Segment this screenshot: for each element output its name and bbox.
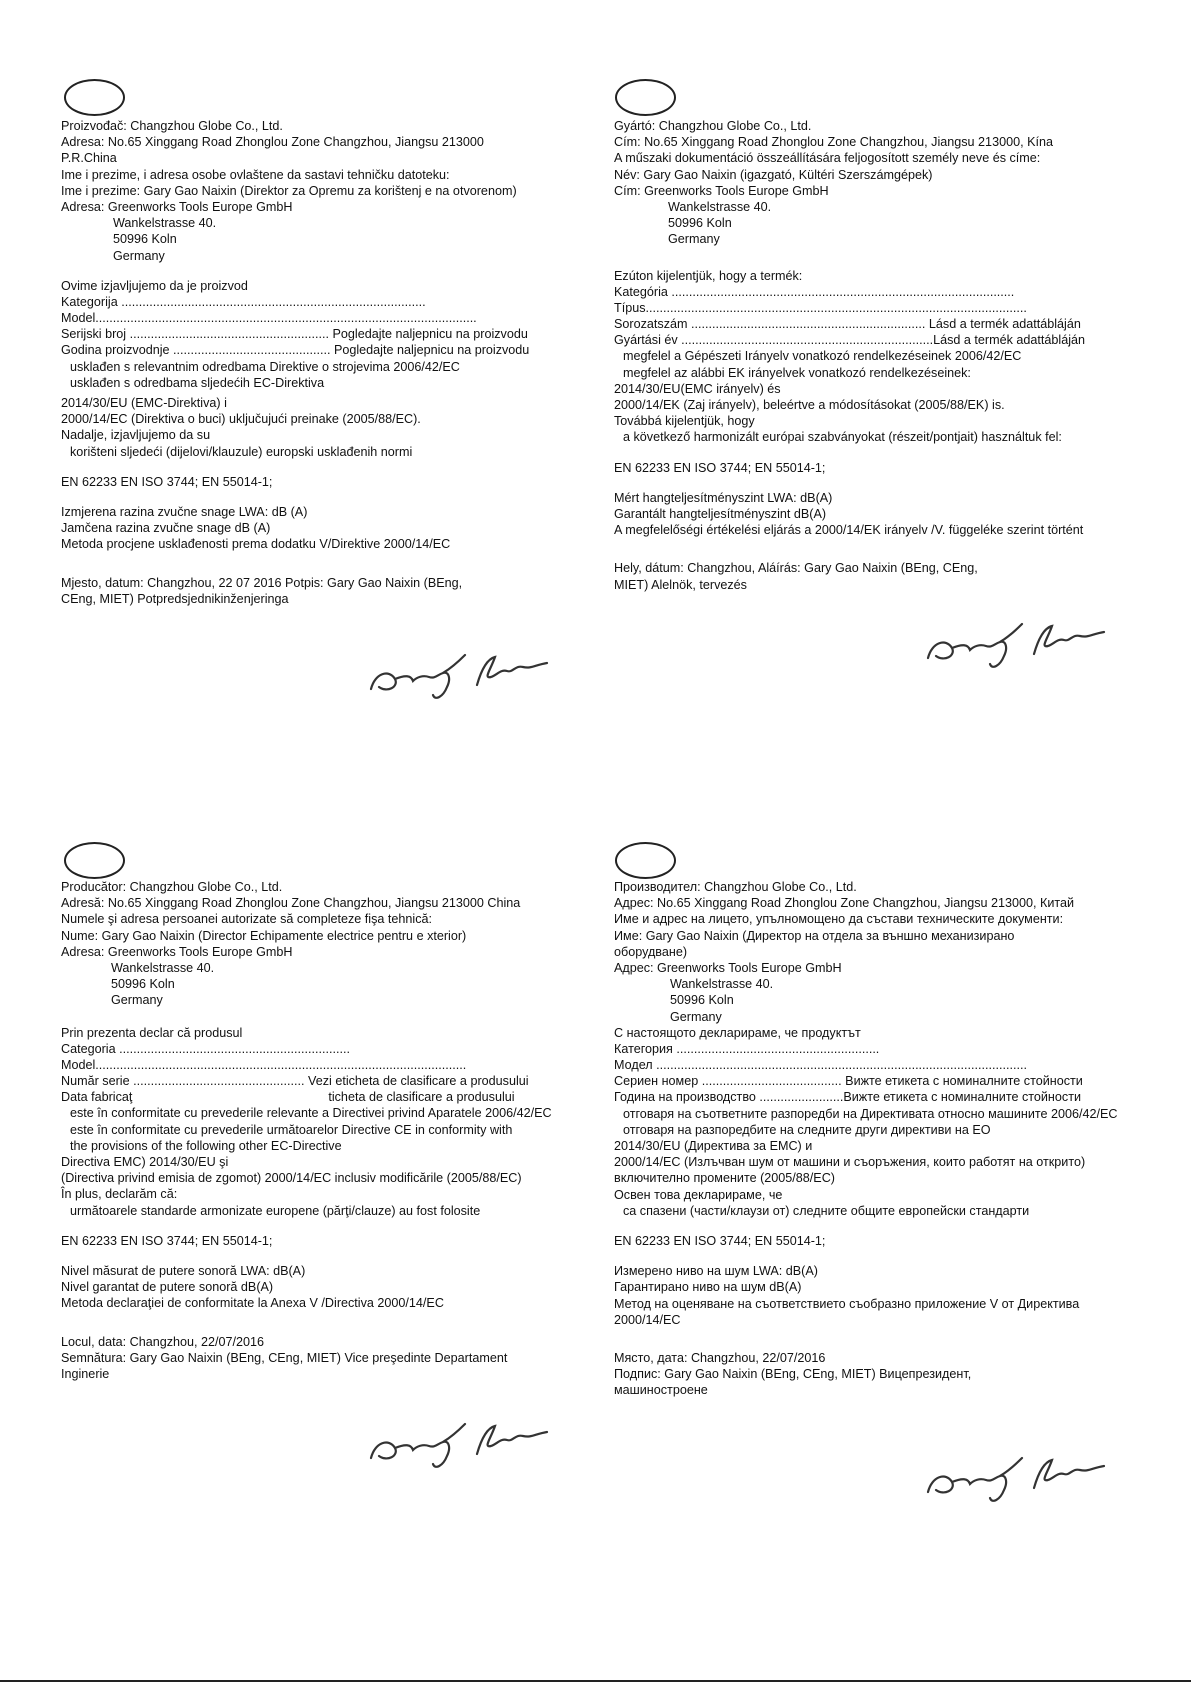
- authorized-person-heading: A műszaki dokumentáció összeállítására feljogosított személy neve és címe:: [614, 151, 1041, 166]
- signatory-title-line: MIET) Alelnök, tervezés: [614, 577, 747, 592]
- conformity-method-line-2: 2000/14/EC: [614, 1312, 681, 1327]
- eu-address-street: Wankelstrasse 40.: [111, 960, 215, 975]
- emc-directive-line: Directiva EMC) 2014/30/EU şi: [61, 1155, 229, 1169]
- signatory-title-line: Inginerie: [61, 1366, 110, 1381]
- noise-directive-line: (Directiva privind emisia de zgomot) 2000/14/EC inclusiv modificările (2005/88/EC): [61, 1171, 522, 1186]
- declaration-intro: Ezúton kijelentjük, hogy a termék:: [614, 268, 803, 283]
- guaranteed-sound-line: Jamčena razina zvučne snage dB (A): [61, 521, 271, 536]
- standards-line: EN 62233 EN ISO 3744; EN 55014-1;: [61, 474, 273, 489]
- emc-directive-line: 2014/30/EU (EMC-Direktiva) i: [61, 396, 227, 410]
- authorized-person-heading: Име и адрес на лицето, упълномощено да състави техническите документи:: [614, 912, 1064, 927]
- model-line: Модел ..........................................................................................................: [614, 1058, 1028, 1073]
- authorized-person-heading: Ime i prezime, i adresa osobe ovlaštene da sastavi tehničku datoteku:: [61, 167, 450, 182]
- measured-sound-line: Измерено ниво на шум LWA: dB(A): [614, 1264, 818, 1279]
- category-line: Категория ..........................................................: [614, 1041, 880, 1056]
- machinery-directive-line: usklađen s relevantnim odredbama Direktive o strojevima 2006/42/EC: [70, 359, 460, 374]
- noise-directive-line: 2000/14/EC (Излъчван шум от машини и съоръжения, които работят на открито): [614, 1155, 1086, 1170]
- amendments-line: включително промените (2005/88/EC): [614, 1171, 835, 1186]
- eu-address-country: Germany: [668, 232, 720, 247]
- handwritten-signature-hr: [365, 645, 555, 705]
- eu-address-country: Germany: [670, 1009, 722, 1024]
- furthermore-line: Освен това декларираме, че: [614, 1187, 783, 1202]
- ec-directives-line: este în conformitate cu prevederile următoarelor Directive CE in conformity with: [70, 1122, 513, 1137]
- address-line: Cím: No.65 Xinggang Road Zhonglou Zone Changzhou, Jiangsu 213000, Kína: [614, 135, 1053, 150]
- model-line: Model..........................................................................................................: [61, 1057, 467, 1072]
- measured-sound-line: Izmjerena razina zvučne snage LWA: dB (A): [61, 504, 308, 519]
- standards-intro-line: са спазени (части/клаузи от) следните общите европейски стандарти: [623, 1203, 1030, 1218]
- manufacturer-line: Gyártó: Changzhou Globe Co., Ltd.: [614, 119, 812, 133]
- language-code-circle-ro: [64, 842, 125, 879]
- declaration-intro: Ovime izjavljujemo da je proizvod: [61, 278, 248, 293]
- eu-address-country: Germany: [111, 993, 163, 1008]
- place-date-line: Място, дата: Changzhou, 22/07/2016: [614, 1350, 826, 1365]
- serial-line: Serijski broj ......................................................... Pogledajte naljepnicu na proizvodu: [61, 327, 528, 342]
- emc-directive-line: 2014/30/EU (Директива за EMC) и: [614, 1139, 813, 1153]
- type-line: Típus.............................................................................................................: [614, 300, 1027, 315]
- machinery-directive-line: megfelel a Gépészeti Irányelv vonatkozó rendelkezéseinek 2006/42/EC: [623, 349, 1022, 364]
- conformity-method-line: A megfelelőségi értékelési eljárás a 2000/14/EK irányelv /V. függeléke szerint történt: [614, 523, 1084, 538]
- language-code-circle-hr: [64, 79, 125, 116]
- manufacturer-line: Producător: Changzhou Globe Co., Ltd.: [61, 880, 283, 894]
- eu-address-company: Adresa: Greenworks Tools Europe GmbH: [61, 199, 293, 214]
- category-line: Kategorija .......................................................................................: [61, 294, 426, 309]
- declaration-ro: [61, 879, 621, 1609]
- model-line: Model.............................................................................................................: [61, 311, 477, 326]
- ec-directives-line: отговаря на разпоредбите на следните други директиви на ЕО: [623, 1122, 991, 1137]
- ec-directives-line-2: the provisions of the following other EC-Directive: [70, 1138, 342, 1153]
- ec-directives-line: usklađen s odredbama sljedećih EC-Direktiva: [70, 375, 325, 390]
- eu-address-company: Adresa: Greenworks Tools Europe GmbH: [61, 944, 293, 959]
- language-code-circle-hu: [615, 79, 676, 116]
- manufacturer-line: Proizvođač: Changzhou Globe Co., Ltd.: [61, 119, 283, 133]
- measured-sound-line: Nivel măsurat de putere sonoră LWA: dB(A): [61, 1263, 306, 1278]
- eu-address-company: Cím: Greenworks Tools Europe GmbH: [614, 183, 829, 198]
- guaranteed-sound-line: Гарантирано ниво на шум dB(A): [614, 1280, 802, 1295]
- standards-intro-line: a következő harmonizált európai szabványokat (részeit/pontjait) használtuk fel:: [623, 430, 1062, 445]
- measured-sound-line: Mért hangteljesítményszint LWA: dB(A): [614, 490, 833, 505]
- declaration-hu: [614, 118, 1174, 848]
- machinery-directive-line: este în conformitate cu prevederile relevante a Directivei privind Aparatele 2006/42/EC: [70, 1106, 552, 1121]
- standards-line: EN 62233 EN ISO 3744; EN 55014-1;: [614, 460, 826, 475]
- place-date-line: Locul, data: Changzhou, 22/07/2016: [61, 1334, 265, 1349]
- year-line: Godina proizvodnje ............................................. Pogledajte naljepnicu na proizvodu: [61, 343, 530, 358]
- guaranteed-sound-line: Garantált hangteljesítményszint dB(A): [614, 506, 827, 521]
- serial-line: Сериен номер ........................................ Вижте етикета с номиналните стойности: [614, 1074, 1083, 1089]
- machinery-directive-line: отговаря на съответните разпоредби на Директивата относно машините 2006/42/EC: [623, 1106, 1118, 1121]
- conformity-method-line: Метод на оценяване на съответствието съобразно приложение V от Директива: [614, 1296, 1080, 1311]
- handwritten-signature-bg: [922, 1448, 1112, 1508]
- eu-address-city: 50996 Koln: [670, 993, 734, 1008]
- eu-address-street: Wankelstrasse 40.: [668, 199, 772, 214]
- manufacturer-line: Производител: Changzhou Globe Co., Ltd.: [614, 880, 857, 894]
- address-line: Adresă: No.65 Xinggang Road Zhonglou Zone Changzhou, Jiangsu 213000 China: [61, 896, 521, 911]
- year-line: Gyártási év ........................................................................Lásd a termék adattábláján: [614, 333, 1086, 348]
- noise-directive-line: 2000/14/EK (Zaj irányelv), beleértve a módosításokat (2005/88/EK) is.: [614, 398, 1005, 412]
- eu-address-street: Wankelstrasse 40.: [113, 216, 217, 231]
- noise-directive-line: 2000/14/EC (Direktiva o buci) uključujući preinake (2005/88/EC).: [61, 412, 421, 427]
- authorized-person-name: Име: Gary Gao Naixin (Директор на отдела за външно механизирано: [614, 928, 1015, 943]
- eu-address-country: Germany: [113, 248, 165, 263]
- furthermore-line: În plus, declarăm că:: [61, 1187, 178, 1202]
- standards-intro-line: korišteni sljedeći (dijelovi/klauzule) europski usklađenih normi: [70, 444, 413, 459]
- serial-line: Sorozatszám ................................................................... Lásd a termék adattábláján: [614, 317, 1081, 332]
- authorized-person-title-cont: оборудване): [614, 944, 688, 959]
- address-line: Adresa: No.65 Xinggang Road Zhonglou Zone Changzhou, Jiangsu 213000: [61, 135, 484, 150]
- authorized-person-heading: Numele şi adresa persoanei autorizate să completeze fişa tehnică:: [61, 912, 433, 927]
- eu-address-company: Адрес: Greenworks Tools Europe GmbH: [614, 960, 842, 975]
- category-line: Kategória ..................................................................................................: [614, 284, 1015, 299]
- year-line: Data fabricaţ ticheta de clasificare a produsului: [61, 1090, 515, 1105]
- standards-intro-line: următoarele standarde armonizate europene (părţi/clauze) au fost folosite: [70, 1203, 481, 1218]
- place-date-line: Hely, dátum: Changzhou, Aláírás: Gary Gao Naixin (BEng, CEng,: [614, 561, 978, 576]
- authorized-person-name: Ime i prezime: Gary Gao Naixin (Direktor za Opremu za korištenj e na otvorenom): [61, 183, 517, 198]
- signatory-title-line: CEng, MIET) Potpredsjednikinženjeringa: [61, 591, 289, 606]
- authorized-person-name: Név: Gary Gao Naixin (igazgató, Kültéri Szerszámgépek): [614, 167, 933, 182]
- declaration-intro: С настоящото декларираме, че продуктът: [614, 1025, 861, 1040]
- year-line: Година на производство ........................Вижте етикета с номиналните стойности: [614, 1090, 1081, 1105]
- category-line: Categoria ..................................................................: [61, 1041, 351, 1056]
- signatory-line: Semnătura: Gary Gao Naixin (BEng, CEng, MIET) Vice preşedinte Departament: [61, 1350, 508, 1365]
- conformity-method-line: Metoda procjene usklađenosti prema dodatku V/Direktive 2000/14/EC: [61, 537, 451, 552]
- handwritten-signature-ro: [365, 1414, 555, 1474]
- eu-address-city: 50996 Koln: [111, 977, 175, 992]
- eu-address-city: 50996 Koln: [113, 232, 177, 247]
- serial-line: Număr serie ................................................. Vezi eticheta de clasificare a produsului: [61, 1074, 529, 1089]
- address-country: P.R.China: [61, 151, 117, 166]
- eu-address-street: Wankelstrasse 40.: [670, 977, 774, 992]
- declaration-hr: [61, 118, 621, 848]
- standards-line: EN 62233 EN ISO 3744; EN 55014-1;: [61, 1233, 273, 1248]
- standards-line: EN 62233 EN ISO 3744; EN 55014-1;: [614, 1233, 826, 1248]
- furthermore-line: Nadalje, izjavljujemo da su: [61, 428, 211, 443]
- page-bottom-rule: [0, 1680, 1191, 1682]
- eu-address-city: 50996 Koln: [668, 216, 732, 231]
- conformity-method-line: Metoda declaraţiei de conformitate la Anexa V /Directiva 2000/14/EC: [61, 1296, 444, 1311]
- furthermore-line: Továbbá kijelentjük, hogy: [614, 414, 755, 429]
- handwritten-signature-hu: [922, 614, 1112, 674]
- emc-directive-line: 2014/30/EU(EMC irányelv) és: [614, 381, 781, 396]
- guaranteed-sound-line: Nivel garantat de putere sonoră dB(A): [61, 1280, 274, 1295]
- authorized-person-name: Nume: Gary Gao Naixin (Director Echipamente electrice pentru e xterior): [61, 928, 467, 943]
- language-code-circle-bg: [615, 842, 676, 879]
- address-line: Адрес: No.65 Xinggang Road Zhonglou Zone Changzhou, Jiangsu 213000, Китай: [614, 896, 1075, 911]
- signatory-title-line: машиностроене: [614, 1383, 708, 1398]
- ec-directives-line: megfelel az alábbi EK irányelvek vonatkozó rendelkezéseinek:: [623, 365, 971, 380]
- place-date-line: Mjesto, datum: Changzhou, 22 07 2016 Potpis: Gary Gao Naixin (BEng,: [61, 575, 463, 590]
- declaration-intro: Prin prezenta declar că produsul: [61, 1025, 243, 1040]
- signatory-line: Подпис: Gary Gao Naixin (BEng, CEng, MIET) Вицепрезидент,: [614, 1367, 972, 1382]
